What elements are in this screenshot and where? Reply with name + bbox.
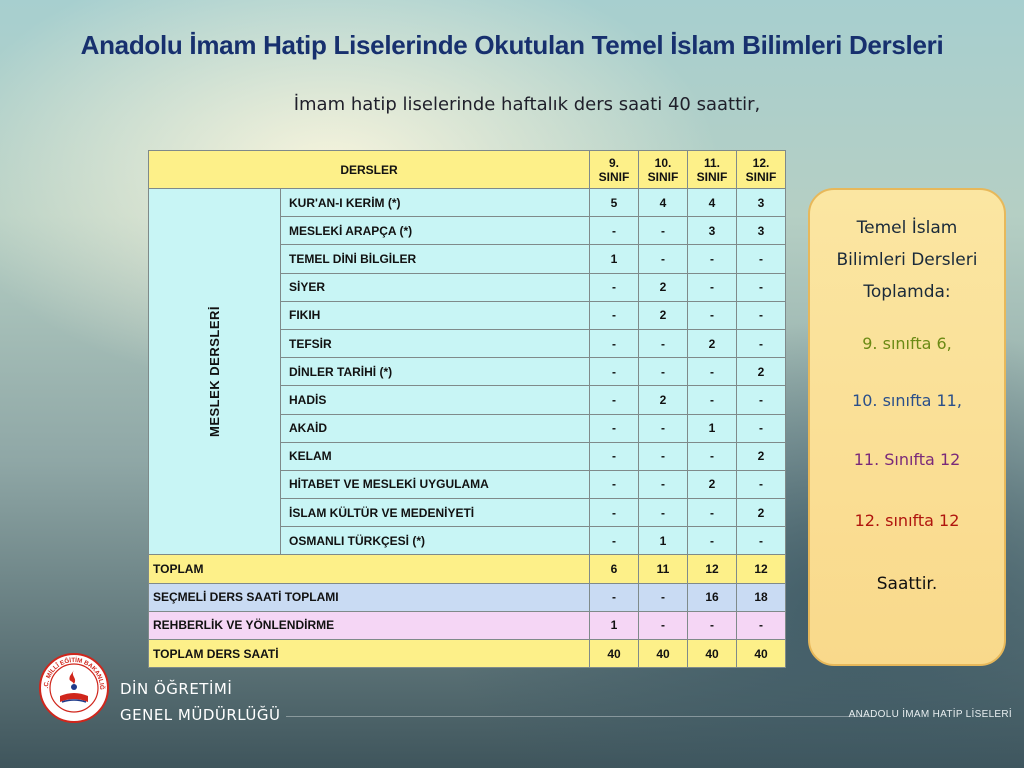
lesson-name: DİNLER TARİHİ (*) xyxy=(281,358,590,386)
hours-cell: 3 xyxy=(737,217,786,245)
lesson-name: TEMEL DİNİ BİLGİLER xyxy=(281,245,590,273)
lesson-name: MESLEKİ ARAPÇA (*) xyxy=(281,217,590,245)
hours-cell: - xyxy=(639,217,688,245)
hours-cell: 2 xyxy=(688,329,737,357)
lesson-name: FIKIH xyxy=(281,301,590,329)
hours-cell: 3 xyxy=(688,217,737,245)
grade-12-label: 12. xyxy=(752,155,770,170)
summary-hours-cell: - xyxy=(737,611,786,639)
table-header-row xyxy=(149,151,786,189)
summary-hours-cell: 40 xyxy=(688,640,737,668)
hours-cell: - xyxy=(590,358,639,386)
summary-hours-cell: 18 xyxy=(737,583,786,611)
summary-heading-line2: Bilimleri Dersleri xyxy=(836,250,978,270)
lessons-table xyxy=(148,150,786,668)
hours-cell: - xyxy=(688,301,737,329)
grade-9-label: 9. xyxy=(608,155,619,170)
summary-hours-cell: 40 xyxy=(590,640,639,668)
grade-11-sinif: SINIF xyxy=(696,169,728,184)
hours-cell: - xyxy=(688,442,737,470)
hours-cell: - xyxy=(590,442,639,470)
hours-cell: - xyxy=(737,470,786,498)
hours-cell: - xyxy=(688,273,737,301)
hours-cell: 4 xyxy=(688,189,737,217)
summary-row xyxy=(149,640,786,668)
grade-9-sinif: SINIF xyxy=(598,169,630,184)
summary-hours-cell: 40 xyxy=(737,640,786,668)
hours-cell: 2 xyxy=(639,273,688,301)
summary-row xyxy=(149,611,786,639)
footer-divider xyxy=(286,716,874,717)
grade-10-sinif: SINIF xyxy=(647,169,679,184)
hours-cell: 2 xyxy=(639,301,688,329)
hours-cell: - xyxy=(590,329,639,357)
hours-cell: 2 xyxy=(737,499,786,527)
lesson-name: HADİS xyxy=(281,386,590,414)
logo-text: .C. MİLLÎ EĞİTİM BAKANLIĞ xyxy=(42,656,106,690)
summary-hours-cell: - xyxy=(639,583,688,611)
hours-cell: - xyxy=(639,329,688,357)
lesson-name: KUR'AN-I KERİM (*) xyxy=(281,189,590,217)
hours-cell: 4 xyxy=(639,189,688,217)
summary-end: Saattir. xyxy=(876,574,938,594)
hours-cell: - xyxy=(590,386,639,414)
summary-hours-cell: 1 xyxy=(590,611,639,639)
summary-grade-12: 12. sınıfta 12 xyxy=(854,511,960,530)
hours-cell: 2 xyxy=(639,386,688,414)
hours-cell: - xyxy=(590,301,639,329)
hours-cell: - xyxy=(737,301,786,329)
hours-cell: - xyxy=(639,470,688,498)
grade-11-label: 11. xyxy=(703,155,721,170)
hours-cell: 2 xyxy=(688,470,737,498)
hours-cell: - xyxy=(737,273,786,301)
hours-cell: - xyxy=(737,414,786,442)
lesson-name: OSMANLI TÜRKÇESİ (*) xyxy=(281,527,590,555)
hours-cell: - xyxy=(737,329,786,357)
hours-cell: 1 xyxy=(688,414,737,442)
hours-cell: - xyxy=(639,414,688,442)
hours-cell: - xyxy=(590,499,639,527)
hours-cell: 3 xyxy=(737,189,786,217)
hours-cell: - xyxy=(688,527,737,555)
summary-hours-cell: 11 xyxy=(639,555,688,583)
organization-name xyxy=(120,676,281,728)
summary-row xyxy=(149,555,786,583)
summary-hours-cell: 16 xyxy=(688,583,737,611)
header-grade-10 xyxy=(639,151,688,189)
hours-cell: - xyxy=(590,414,639,442)
header-grade-12 xyxy=(737,151,786,189)
hours-cell: - xyxy=(639,245,688,273)
summary-hours-cell: 12 xyxy=(688,555,737,583)
lesson-name: SİYER xyxy=(281,273,590,301)
page-title: Anadolu İmam Hatip Liselerinde Okutulan Temel İslam Bilimleri Dersleri xyxy=(80,30,944,60)
lesson-name: HİTABET VE MESLEKİ UYGULAMA xyxy=(281,470,590,498)
summary-grade-9: 9. sınıfta 6, xyxy=(862,334,952,353)
hours-cell: - xyxy=(590,527,639,555)
hours-cell: - xyxy=(639,442,688,470)
summary-hours-cell: - xyxy=(639,611,688,639)
category-cell xyxy=(149,189,281,555)
footer-school-type: ANADOLU İMAM HATİP LİSELERİ xyxy=(848,709,1012,720)
summary-hours-cell: 6 xyxy=(590,555,639,583)
hours-cell: 1 xyxy=(639,527,688,555)
grade-10-label: 10. xyxy=(654,155,672,170)
header-grade-9 xyxy=(590,151,639,189)
summary-hours-cell: - xyxy=(688,611,737,639)
page-subtitle: İmam hatip liselerinde haftalık ders saati 40 saattir, xyxy=(293,94,761,115)
hours-cell: 1 xyxy=(590,245,639,273)
hours-cell: - xyxy=(639,499,688,527)
hours-cell: - xyxy=(688,358,737,386)
category-label: MESLEK DERSLERİ xyxy=(207,306,223,438)
hours-cell: - xyxy=(590,273,639,301)
summary-grade-11: 11. Sınıfta 12 xyxy=(853,450,961,469)
lesson-name: TEFSİR xyxy=(281,329,590,357)
hours-cell: - xyxy=(639,358,688,386)
summary-name: TOPLAM DERS SAATİ xyxy=(149,640,590,668)
summary-name: SEÇMELİ DERS SAATİ TOPLAMI xyxy=(149,583,590,611)
hours-cell: - xyxy=(590,217,639,245)
grade-12-sinif: SINIF xyxy=(745,169,777,184)
lesson-name: AKAİD xyxy=(281,414,590,442)
summary-heading-line3: Toplamda: xyxy=(863,282,951,302)
table-row xyxy=(149,189,786,217)
hours-cell: - xyxy=(590,470,639,498)
summary-row xyxy=(149,583,786,611)
summary-hours-cell: 12 xyxy=(737,555,786,583)
lesson-name: KELAM xyxy=(281,442,590,470)
summary-box xyxy=(808,188,1006,666)
summary-grade-10: 10. sınıfta 11, xyxy=(852,391,962,410)
summary-hours-cell: 40 xyxy=(639,640,688,668)
hours-cell: - xyxy=(737,386,786,414)
hours-cell: - xyxy=(737,245,786,273)
hours-cell: - xyxy=(688,499,737,527)
header-grade-11 xyxy=(688,151,737,189)
ministry-logo xyxy=(38,652,110,724)
summary-heading xyxy=(810,212,1004,308)
organization-line1: DİN ÖĞRETİMİ xyxy=(120,680,233,698)
hours-cell: 2 xyxy=(737,442,786,470)
hours-cell: 2 xyxy=(737,358,786,386)
header-lessons: DERSLER xyxy=(149,151,590,189)
summary-name: TOPLAM xyxy=(149,555,590,583)
hours-cell: - xyxy=(688,245,737,273)
lesson-name: İSLAM KÜLTÜR VE MEDENİYETİ xyxy=(281,499,590,527)
summary-hours-cell: - xyxy=(590,583,639,611)
hours-cell: - xyxy=(688,386,737,414)
summary-heading-line1: Temel İslam xyxy=(856,218,958,238)
organization-line2: GENEL MÜDÜRLÜĞÜ xyxy=(120,706,281,724)
hours-cell: - xyxy=(737,527,786,555)
hours-cell: 5 xyxy=(590,189,639,217)
summary-name: REHBERLİK VE YÖNLENDİRME xyxy=(149,611,590,639)
